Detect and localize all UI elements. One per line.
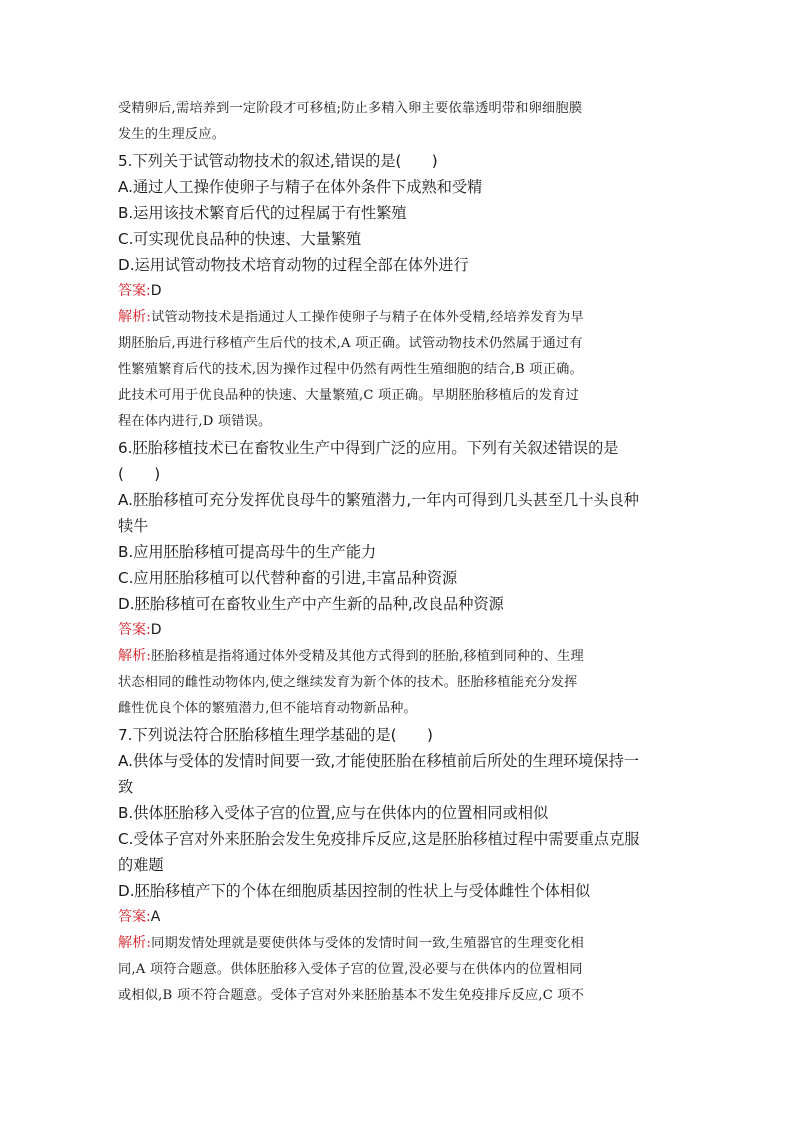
explanation-colon: : [146, 310, 152, 325]
option-line: C.可实现优良品种的快速、大量繁殖 [118, 230, 362, 248]
option-line: D.胚胎移植产下的个体在细胞质基因控制的性状上与受体雌性个体相似 [118, 882, 591, 900]
explanation-colon: : [146, 649, 152, 664]
option-line: A.供体与受体的发情时间要一致,才能使胚胎在移植前后所处的生理环境保持一 [118, 752, 639, 770]
explanation-line [118, 331, 674, 357]
continuation-line: 受精卵后,需培养到一定阶段才可移植;防止多精入卵主要依靠透明带和卵细胞膜 [118, 101, 583, 116]
option-line: B.应用胚胎移植可提高母牛的生产能力 [118, 543, 377, 561]
continuation-line: 发生的生理反应。 [118, 127, 226, 142]
question-block [118, 148, 674, 435]
explanation-text: 或相似,B 项不符合题意。受体子宫对外来胚胎基本不发生免疫排斥反应,C 项不 [118, 988, 585, 1003]
explanation-colon: : [146, 936, 152, 951]
answer-label: 答案 [118, 909, 146, 925]
option-line: 的难题 [118, 856, 164, 874]
question-stem: 7.下列说法符合胚胎移植生理学基础的是( ) [118, 726, 433, 744]
answer-colon: : [146, 909, 151, 925]
document-content [118, 96, 674, 1009]
option-line: 致 [118, 778, 134, 796]
explanation-line [118, 409, 674, 435]
explanation-text: 此技术可用于优良品种的快速、大量繁殖,C 项正确。早期胚胎移植后的发育过 [118, 388, 579, 403]
explanation-label: 解析 [118, 648, 147, 664]
explanation-text: 状态相同的雌性动物体内,使之继续发育为新个体的技术。胚胎移植能充分发挥 [118, 675, 578, 690]
answer-line [118, 904, 674, 930]
explanation-line [118, 670, 674, 696]
option-line: A.胚胎移植可充分发挥优良母牛的繁殖潜力,一年内可得到几头甚至几十头良种 [118, 491, 639, 509]
answer-colon: : [146, 622, 151, 638]
explanation-line [118, 357, 674, 383]
answer-line [118, 617, 674, 643]
option-line: B.供体胚胎移入受体子宫的位置,应与在供体内的位置相同或相似 [118, 804, 549, 822]
answer-label: 答案 [118, 622, 146, 638]
answer-value: D [150, 622, 162, 638]
explanation-line [118, 304, 674, 331]
explanation-line [118, 983, 674, 1009]
option-line: 犊牛 [118, 517, 149, 535]
explanation-text: 雌性优良个体的繁殖潜力,但不能培育动物新品种。 [118, 701, 417, 716]
option-line: B.运用该技术繁育后代的过程属于有性繁殖 [118, 204, 407, 222]
explanation-text: 性繁殖繁育后代的技术,因为操作过程中仍然有两性生殖细胞的结合,B 项正确。 [118, 362, 583, 377]
explanation-text: 试管动物技术是指通过人工操作使卵子与精子在体外受精,经培养发育为早 [151, 310, 584, 325]
answer-value: D [150, 283, 162, 299]
question-stem: 5.下列关于试管动物技术的叙述,错误的是( ) [118, 152, 438, 170]
explanation-label: 解析 [118, 309, 147, 325]
option-line: C.应用胚胎移植可以代替种畜的引进,丰富品种资源 [118, 569, 458, 587]
explanation-text: 期胚胎后,再进行移植产生后代的技术,A 项正确。试管动物技术仍然属于通过有 [118, 336, 583, 351]
explanation-text: 同,A 项符合题意。供体胚胎移入受体子宫的位置,没必要与在供体内的位置相同 [118, 962, 583, 977]
option-line: D.胚胎移植可在畜牧业生产中产生新的品种,改良品种资源 [118, 595, 504, 613]
explanation-line [118, 957, 674, 983]
question-block [118, 722, 674, 1009]
option-line: D.运用试管动物技术培育动物的过程全部在体外进行 [118, 256, 469, 274]
answer-colon: : [146, 283, 151, 299]
answer-label: 答案 [118, 283, 146, 299]
answer-value: A [150, 909, 161, 925]
option-line: A.通过人工操作使卵子与精子在体外条件下成熟和受精 [118, 178, 483, 196]
explanation-line [118, 643, 674, 670]
question-stem: 6.胚胎移植技术已在畜牧业生产中得到广泛的应用。下列有关叙述错误的是 [118, 439, 619, 457]
explanation-text: 程在体内进行,D 项错误。 [118, 414, 272, 429]
explanation-line [118, 696, 674, 722]
explanation-text: 胚胎移植是指将通过体外受精及其他方式得到的胚胎,移植到同种的、生理 [151, 649, 584, 664]
option-line: C.受体子宫对外来胚胎会发生免疫排斥反应,这是胚胎移植过程中需要重点克服 [118, 830, 640, 848]
question-stem: ( ) [118, 465, 161, 483]
explanation-text: 同期发情处理就是要使供体与受体的发情时间一致,生殖器官的生理变化相 [151, 936, 584, 951]
explanation-line [118, 930, 674, 957]
answer-line [118, 278, 674, 304]
question-block [118, 435, 674, 722]
explanation-line [118, 383, 674, 409]
explanation-label: 解析 [118, 935, 147, 951]
